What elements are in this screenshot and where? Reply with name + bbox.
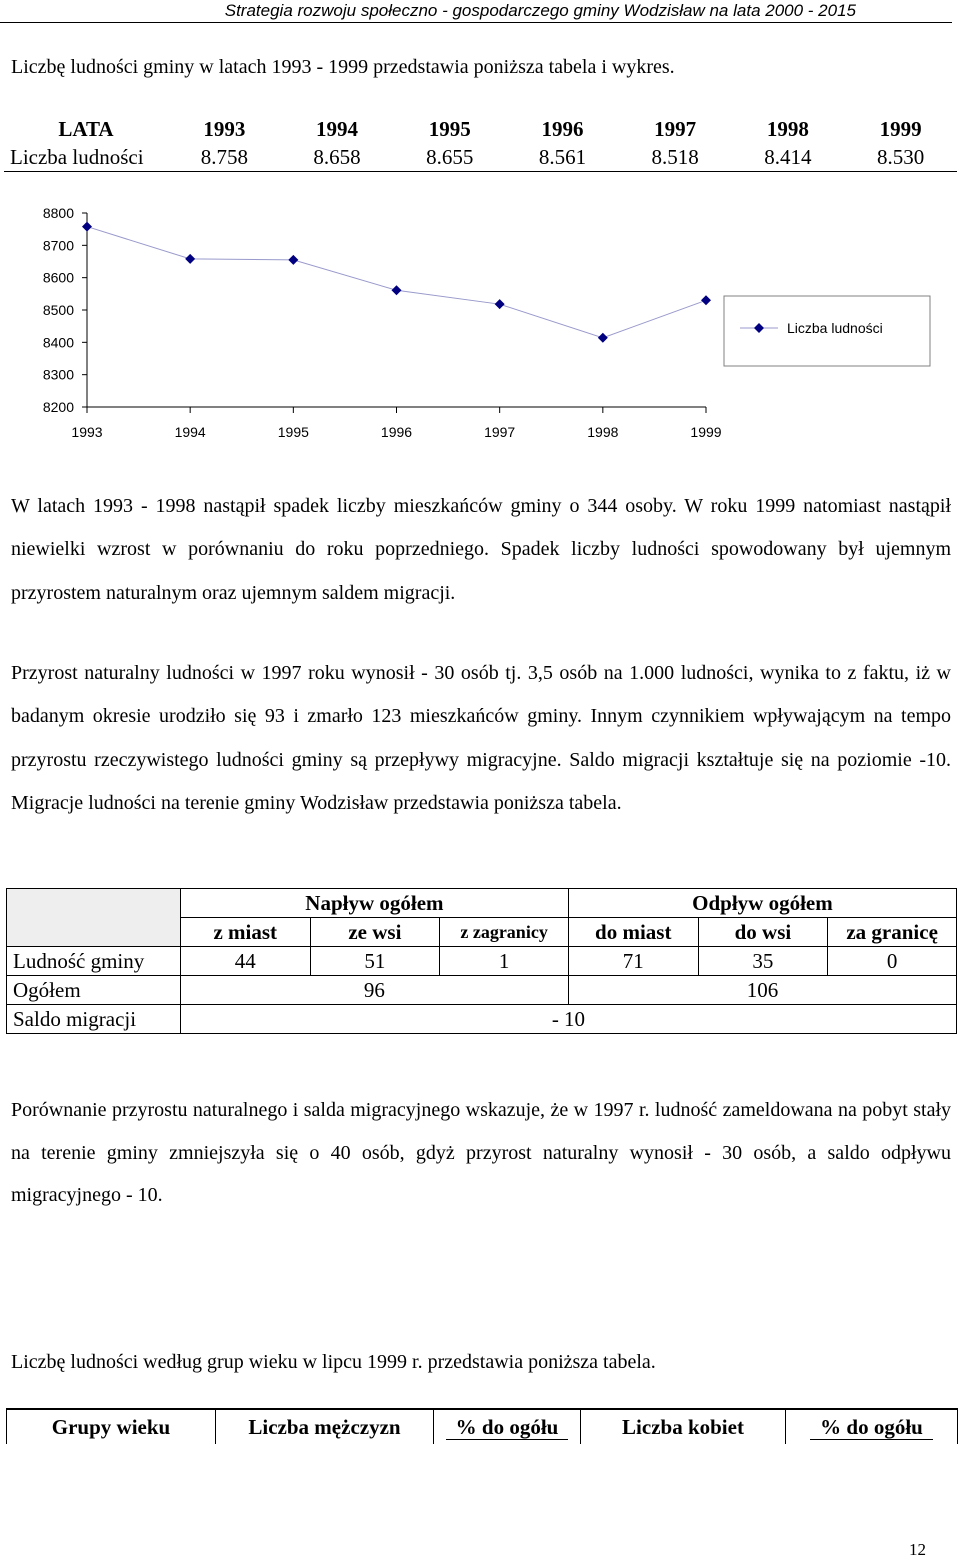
data-point-marker (495, 299, 505, 309)
subheader-cell: z miast (180, 918, 310, 947)
population-value-cell: 8.655 (426, 145, 474, 169)
balance-cell: - 10 (180, 1005, 956, 1034)
value-cell: 0 (828, 947, 957, 976)
data-point-marker (82, 222, 92, 232)
outflow-header: Odpływ ogółem (568, 889, 956, 918)
x-tick-label: 1998 (587, 424, 619, 440)
y-tick-label: 8800 (42, 205, 74, 221)
data-point-marker (185, 254, 195, 264)
row-label: Saldo migracji (7, 1005, 181, 1034)
paragraph-comparison: Porównanie przyrostu naturalnego i salda migracyjnego wskazuje, że w 1997 r. ludność zameldowana na pobyt stały na terenie gminy zmniejszyła się o 40 osób, gdyż przyrost naturalny wynosił - 30 osób, a saldo odpływu migracyjnego - 10. (11, 1099, 951, 1206)
migration-header-row (7, 889, 957, 918)
value-cell: 44 (180, 947, 310, 976)
x-tick-label: 1993 (71, 424, 103, 440)
age-header-cell (434, 1409, 581, 1444)
subheader-cell: ze wsi (310, 918, 440, 947)
migration-row-population (7, 947, 957, 976)
row-label: Ludność gminy (7, 947, 181, 976)
value-cell: 1 (440, 947, 569, 976)
migration-row-total (7, 976, 957, 1005)
y-tick-label: 8400 (42, 334, 74, 351)
population-value-cell: 8.658 (313, 145, 361, 169)
data-point-marker (701, 295, 711, 305)
age-header-text: % do ogółu (810, 1415, 933, 1440)
data-point-marker (392, 285, 402, 295)
y-tick-label: 8300 (42, 366, 74, 383)
population-value-cell: 8.518 (651, 145, 699, 169)
subheader-cell: z zagranicy (440, 918, 569, 947)
age-header-cell: Liczba kobiet (581, 1409, 786, 1444)
year-cell: 1995 (428, 117, 471, 141)
outflow-total-cell: 106 (568, 976, 956, 1005)
age-table-header-row (7, 1409, 958, 1444)
paragraph-age-groups-intro: Liczbę ludności według grup wieku w lipcu 1999 r. przedstawia poniższa tabela. (11, 1351, 656, 1373)
population-value-cell: 8.414 (764, 145, 812, 169)
value-cell: 35 (698, 947, 828, 976)
series-line (87, 227, 706, 338)
year-cell: 1998 (766, 117, 809, 141)
page-header (0, 0, 960, 24)
age-header-cell: Grupy wieku (7, 1409, 216, 1444)
years-header-label: LATA (58, 117, 114, 141)
legend-label: Liczba ludności (787, 320, 883, 336)
year-cell: 1993 (203, 117, 246, 141)
age-header-text: % do ogółu (446, 1415, 569, 1440)
inflow-header: Napływ ogółem (180, 889, 568, 918)
population-value-cell: 8.758 (200, 145, 248, 169)
migration-corner-cell (7, 889, 181, 947)
x-tick-label: 1994 (174, 424, 206, 440)
migration-row-balance (7, 1005, 957, 1034)
x-tick-label: 1999 (690, 424, 722, 440)
intro-text: Liczbę ludności gminy w latach 1993 - 1999 przedstawia poniższa tabela i wykres. (11, 56, 675, 78)
population-value-cell: 8.561 (538, 145, 587, 169)
subheader-cell: do miast (568, 918, 698, 947)
row-label: Ogółem (7, 976, 181, 1005)
population-row-label: Liczba ludności (10, 145, 144, 169)
y-tick-label: 8200 (42, 399, 74, 415)
header-rule (0, 22, 952, 23)
year-cell: 1996 (541, 117, 584, 141)
paragraph-natural-growth: Przyrost naturalny ludności w 1997 roku wynosił - 30 osób tj. 3,5 osób na 1.000 ludności, wynika to z faktu, iż w badanym okresie urodziło się 93 i zmarło 123 mieszkańców gminy. Innym czynnikiem wpływającym na tempo przyrostu rzeczywistego ludności gminy są przepływy migracyjne. Saldo migracji kształtuje się na poziomie -10. Migracje ludności na terenie gminy Wodzisław przedstawia poniższa tabela. (11, 662, 951, 814)
age-header-cell (786, 1409, 958, 1444)
population-table-values-row (4, 143, 957, 172)
year-cell: 1994 (316, 117, 359, 141)
subheader-cell: za granicę (828, 918, 957, 947)
page-number: 12 (909, 1540, 926, 1559)
x-tick-label: 1995 (277, 424, 309, 440)
value-cell: 51 (310, 947, 440, 976)
year-cell: 1999 (879, 117, 922, 141)
population-value-cell: 8.530 (876, 145, 925, 169)
y-tick-label: 8500 (42, 302, 74, 318)
value-cell: 71 (568, 947, 698, 976)
inflow-total-cell: 96 (180, 976, 568, 1005)
age-groups-table (6, 1408, 958, 1444)
x-tick-label: 1996 (380, 424, 413, 440)
population-table (4, 115, 957, 172)
y-tick-label: 8700 (42, 237, 74, 254)
age-header-cell: Liczba mężczyzn (216, 1409, 434, 1444)
y-ticks (43, 205, 87, 415)
migration-table (6, 888, 957, 1034)
year-cell: 1997 (654, 117, 697, 141)
data-point-marker (598, 333, 608, 343)
y-tick-label: 8600 (42, 269, 74, 286)
population-table-header-row (4, 115, 957, 143)
header-title: Strategia rozwoju społeczno - gospodarczego gminy Wodzisław na lata 2000 - 2015 (224, 1, 856, 20)
chart-legend (724, 296, 930, 366)
x-tick-label: 1997 (484, 424, 516, 440)
paragraph-population-decline: W latach 1993 - 1998 nastąpił spadek liczby mieszkańców gminy o 344 osoby. W roku 1999 natomiast nastąpił niewielki wzrost w porównaniu do roku poprzedniego. Spadek liczby ludności spowodowany był ujemnym przyrostem naturalnym oraz ujemnym saldem migracji. (11, 495, 951, 604)
data-point-marker (288, 255, 298, 265)
population-line-chart (0, 190, 960, 450)
series-markers (82, 222, 711, 343)
subheader-cell: do wsi (698, 918, 828, 947)
x-ticks (71, 407, 721, 440)
